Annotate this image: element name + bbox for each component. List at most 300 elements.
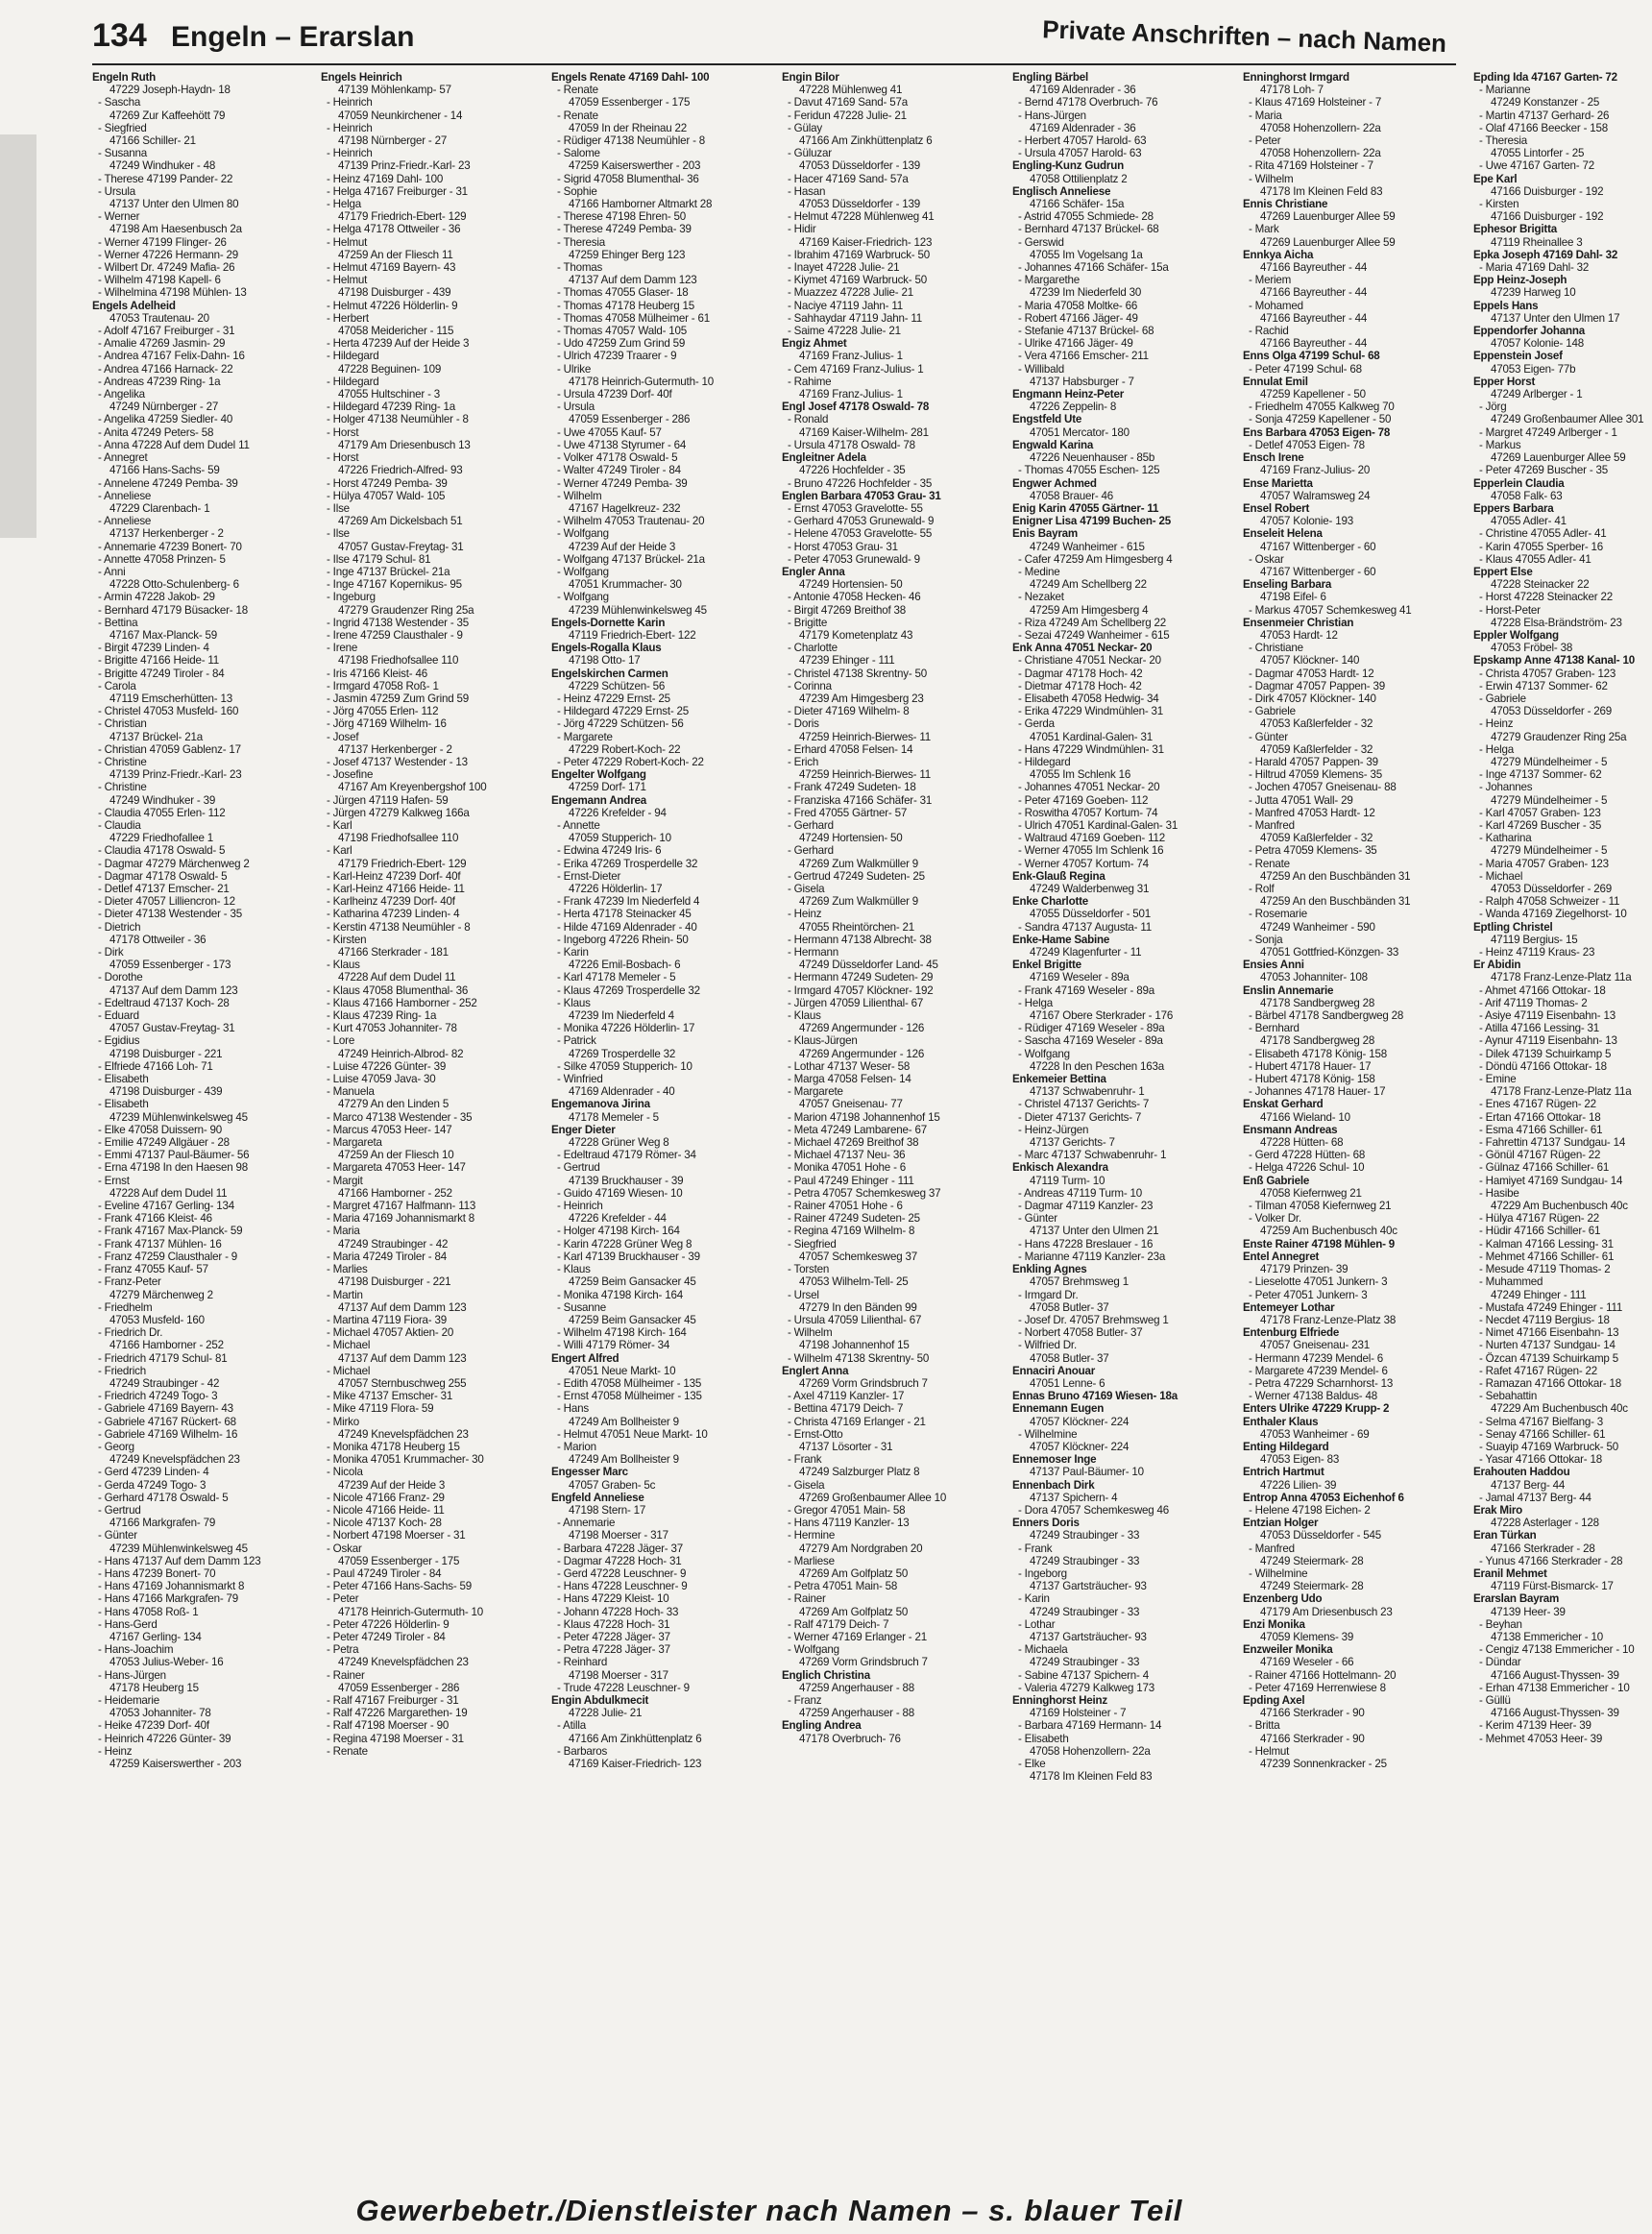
listing-entry: 47166 Hans-Sachs- 59 (109, 464, 220, 477)
listing-entry: - Egidius (98, 1034, 140, 1048)
listing-entry: - Hubert 47178 König- 158 (1249, 1073, 1375, 1086)
listing-entry: 47179 Am Driesenbusch 13 (338, 438, 471, 451)
listing-entry: - Özcan 47139 Schuirkamp 5 (1479, 1351, 1618, 1365)
page-edge-tab (0, 134, 36, 538)
listing-entry: - Hans-Jürgen (1018, 109, 1086, 122)
surname-entry: Ennulat Emil (1243, 375, 1308, 388)
listing-entry: - Heinrich (327, 96, 373, 109)
listing-entry: 47229 Clarenbach- 1 (109, 501, 210, 515)
listing-entry: - Aynur 47119 Eisenbahn- 13 (1479, 1034, 1617, 1048)
listing-entry: 47166 Schiller- 21 (109, 134, 196, 148)
listing-entry: 47139 Möhlenkamp- 57 (338, 84, 451, 97)
surname-entry: Engling Andrea (782, 1719, 862, 1733)
listing-entry: - Ursula (98, 184, 135, 198)
listing-entry: 47058 Hohenzollern- 22a (1030, 1744, 1151, 1758)
surname-entry: Enninghorst Heinz (1012, 1694, 1108, 1707)
listing-entry: 47228 Auf dem Dudel 11 (338, 971, 456, 984)
listing-entry: - Horst (327, 425, 359, 439)
listing-entry: - Jörg 47169 Wilhelm- 16 (327, 717, 447, 731)
listing-entry: 47279 An den Linden 5 (338, 1098, 449, 1111)
listing-entry: 47249 Straubinger - 33 (1030, 1656, 1140, 1669)
listing-entry: 47137 Brückel- 21a (109, 730, 203, 743)
listing-entry: - Hasibe (1479, 1186, 1519, 1200)
page-number: 134 (92, 17, 147, 54)
listing-entry: - Hasan (788, 184, 826, 198)
listing-entry: - Nurten 47137 Sundgau- 14 (1479, 1339, 1616, 1352)
listing-entry: - Erika 47229 Windmühlen- 31 (1018, 705, 1163, 718)
listing-entry: - Hildegard (327, 350, 379, 363)
listing-entry: - Heinrich (327, 147, 373, 160)
listing-entry: 47249 Hortensien- 50 (799, 578, 903, 592)
listing-entry: - Susanne (557, 1300, 607, 1314)
listing-entry: - Meta 47249 Lambarene- 67 (788, 1123, 927, 1136)
listing-entry: 47059 Essenberger - 173 (109, 959, 231, 972)
listing-entry: 47259 An den Buschbänden 31 (1260, 869, 1411, 883)
listing-entry: - Karin (557, 946, 589, 959)
listing-entry: - Gerda (1018, 717, 1055, 731)
listing-entry: - Hacer 47169 Sand- 57a (788, 172, 909, 185)
listing-entry: - Margit (327, 1174, 363, 1187)
listing-entry: - Hildegard 47239 Ring- 1a (327, 401, 456, 414)
listing-entry: - Brigitte 47249 Tiroler - 84 (98, 667, 225, 680)
listing-entry: 47279 In den Bänden 99 (799, 1300, 917, 1314)
listing-entry: - Franz 47055 Kauf- 57 (98, 1263, 208, 1276)
listing-entry: - Peter 47249 Tiroler - 84 (327, 1630, 446, 1643)
listing-entry: - Sonja 47259 Kapellener - 50 (1249, 413, 1392, 426)
listing-entry: - Sandra 47137 Augusta- 11 (1018, 920, 1152, 934)
listing-entry: - Tilman 47058 Kiefernweg 21 (1249, 1200, 1392, 1213)
listing-entry: 47166 Bayreuther - 44 (1260, 311, 1368, 325)
listing-entry: 47228 Otto-Schulenberg- 6 (109, 578, 239, 592)
listing-entry: 47249 Am Schellberg 22 (1030, 578, 1147, 592)
listing-entry: - Helga (1018, 996, 1053, 1009)
listing-entry: 47226 Krefelder - 44 (569, 1212, 667, 1226)
listing-entry: 47055 Adler- 41 (1491, 515, 1567, 528)
listing-entry: 47051 Gottfried-Könzgen- 33 (1260, 946, 1399, 959)
listing-entry: - Ernst (98, 1174, 130, 1187)
listing-entry: - Helmut (1249, 1744, 1290, 1758)
listing-entry: - Werner 47055 Im Schlenk 16 (1018, 844, 1164, 858)
listing-entry: 47053 Trautenau- 20 (109, 311, 209, 325)
listing-entry: 47137 Schwabenruhr- 1 (1030, 1085, 1145, 1099)
listing-entry: 47239 Auf der Heide 3 (569, 540, 676, 553)
listing-entry: - Lothar (1018, 1617, 1056, 1631)
listing-entry: - Karin 47055 Sperber- 16 (1479, 540, 1604, 553)
listing-entry: 47249 Salzburger Platz 8 (799, 1466, 920, 1479)
listing-entry: - Annemarie 47239 Bonert- 70 (98, 540, 242, 553)
directory-column-2 (321, 71, 499, 2194)
listing-entry: - Renate (557, 109, 598, 122)
listing-entry: - Dieter 47137 Gerichts- 7 (1018, 1110, 1142, 1124)
listing-entry: - Wolfgang (557, 565, 609, 578)
listing-entry: - Heinz 47229 Ernst- 25 (557, 692, 670, 705)
listing-entry: 47166 Am Zinkhüttenplatz 6 (799, 134, 933, 148)
listing-entry: - Norbert 47198 Moerser - 31 (327, 1529, 466, 1542)
listing-entry: - Annette (557, 818, 600, 832)
listing-entry: 47053 Düsseldorfer - 269 (1491, 883, 1613, 895)
listing-entry: - Ralf 47179 Deich- 7 (788, 1617, 889, 1631)
surname-entry: Eppels Hans (1473, 299, 1539, 312)
listing-entry: 47057 Klöckner- 224 (1030, 1415, 1130, 1428)
surname-entry: Enkemeier Bettina (1012, 1073, 1106, 1086)
listing-entry: 47137 Lösorter - 31 (799, 1440, 893, 1453)
listing-entry: - Maria 47169 Dahl- 32 (1479, 261, 1590, 275)
listing-entry: - Willibald (1018, 362, 1065, 376)
surname-entry: Engemann Andrea (551, 793, 646, 807)
listing-entry: - Luise 47059 Java- 30 (327, 1073, 436, 1086)
listing-entry: - Esma 47166 Schiller- 61 (1479, 1123, 1603, 1136)
listing-entry: 47269 Zum Walkmüller 9 (799, 895, 919, 909)
listing-entry: - Hans (557, 1402, 589, 1416)
listing-entry: - Günter (1018, 1212, 1057, 1226)
listing-entry: - Birgit 47239 Linden- 4 (98, 642, 209, 655)
listing-entry: - Ursel (788, 1288, 819, 1301)
listing-entry: - Naciye 47119 Jahn- 11 (788, 299, 903, 312)
listing-entry: 47228 Grüner Weg 8 (569, 1136, 669, 1150)
listing-entry: - Ursula 47178 Oswald- 78 (788, 438, 915, 451)
listing-entry: - Karl 47178 Memeler - 5 (557, 971, 676, 984)
listing-entry: - Klaus (327, 959, 360, 972)
listing-entry: 47249 Klagenfurter - 11 (1030, 946, 1142, 959)
listing-entry: 47178 Sandbergweg 28 (1260, 996, 1375, 1009)
listing-entry: 47139 Heer- 39 (1491, 1605, 1566, 1618)
listing-entry: - Roswitha 47057 Kortum- 74 (1018, 806, 1158, 819)
listing-entry: - Willi 47179 Römer- 34 (557, 1339, 670, 1352)
surname-entry: Englert Anna (782, 1364, 849, 1377)
surname-entry: Engin Abdulkmecit (551, 1694, 649, 1707)
listing-entry: - Christel 47137 Gerichts- 7 (1018, 1098, 1150, 1111)
listing-entry: 47178 Memeler - 5 (569, 1110, 659, 1124)
listing-entry: 47057 Gneisenau- 77 (799, 1098, 903, 1111)
listing-entry: - Susanna (98, 147, 148, 160)
listing-entry: - Sascha 47169 Weseler - 89a (1018, 1034, 1163, 1048)
listing-entry: 47249 Straubinger - 33 (1030, 1529, 1140, 1542)
listing-entry: - Elisabeth (98, 1098, 149, 1111)
listing-entry: 47179 Kometenplatz 43 (799, 628, 913, 642)
listing-entry: 47198 Duisburger - 221 (338, 1275, 451, 1289)
listing-entry: 47178 Ottweiler - 36 (109, 933, 206, 946)
listing-entry: - Gerd 47228 Hütten- 68 (1249, 1149, 1366, 1162)
listing-entry: 47259 An der Fliesch 10 (338, 1149, 454, 1162)
listing-entry: - Elke 47058 Duissern- 90 (98, 1123, 223, 1136)
listing-entry: - Rainer (327, 1668, 365, 1682)
listing-entry: - Klaus (557, 996, 591, 1009)
surname-entry: Engert Alfred (551, 1351, 620, 1365)
surname-entry: Enk Anna 47051 Neckar- 20 (1012, 642, 1153, 655)
surname-entry: Entel Annegret (1243, 1250, 1320, 1263)
directory-columns (92, 71, 1644, 2194)
listing-entry: - Frank 47249 Sudeten- 18 (788, 781, 916, 794)
listing-entry: - Marc 47137 Schwabenruhr- 1 (1018, 1149, 1167, 1162)
listing-entry: 47166 Sterkrader - 181 (338, 946, 449, 959)
surname-entry: Engels Heinrich (321, 71, 402, 84)
listing-entry: 47279 Mündelheimer - 5 (1491, 755, 1608, 768)
listing-entry: 47226 Lilien- 39 (1260, 1478, 1337, 1492)
listing-entry: 47198 Stern- 17 (569, 1503, 646, 1517)
surname-entry: Erarslan Bayram (1473, 1592, 1560, 1606)
listing-entry: - Franz (788, 1694, 822, 1707)
listing-entry: - Martin 47137 Gerhard- 26 (1479, 109, 1610, 122)
listing-entry: - Heinz 47169 Dahl- 100 (327, 172, 444, 185)
listing-entry: - Günter (98, 1529, 137, 1542)
listing-entry: - Dagmar 47178 Hoch- 42 (1018, 667, 1143, 680)
surname-entry: Enns Olga 47199 Schul- 68 (1243, 350, 1380, 363)
surname-entry: Engels-Rogalla Klaus (551, 642, 662, 655)
listing-entry: - Manfred (1249, 818, 1295, 832)
surname-entry: Enigner Lisa 47199 Buchen- 25 (1012, 515, 1171, 528)
listing-entry: 47167 Obere Sterkrader - 176 (1030, 1009, 1174, 1023)
listing-entry: - Feridun 47228 Julie- 21 (788, 109, 907, 122)
surname-entry: Eppert Else (1473, 565, 1533, 578)
listing-entry: - Gabriele (1249, 705, 1296, 718)
listing-entry: 47198 Moerser - 317 (569, 1668, 668, 1682)
surname-entry: Enß Gabriele (1243, 1174, 1310, 1187)
listing-entry: 47169 Kaiser-Friedrich- 123 (799, 235, 933, 249)
listing-entry: 47279 Märchenweg 2 (109, 1288, 213, 1301)
listing-entry: 47249 Am Bollheister 9 (569, 1453, 679, 1467)
listing-entry: 47269 Angermunder - 126 (799, 1047, 925, 1060)
listing-entry: 47058 Butler- 37 (1030, 1300, 1109, 1314)
surname-entry: Engfeld Anneliese (551, 1491, 644, 1504)
surname-entry: Epskamp Anne 47138 Kanal- 10 (1473, 654, 1635, 668)
surname-entry: Eran Türkan (1473, 1529, 1537, 1542)
listing-entry: 47269 Zur Kaffeehött 79 (109, 109, 226, 122)
listing-entry: 47228 In den Peschen 163a (1030, 1059, 1165, 1073)
listing-entry: 47239 Auf der Heide 3 (338, 1478, 446, 1492)
listing-entry: - Christa 47169 Erlanger - 21 (788, 1415, 926, 1428)
listing-entry: 47055 Im Vogelsang 1a (1030, 248, 1143, 261)
listing-entry: 47178 Franz-Lenze-Platz 38 (1260, 1313, 1397, 1326)
listing-entry: - Karl (327, 844, 352, 858)
listing-entry: 47053 Düsseldorfer - 139 (799, 159, 921, 173)
listing-entry: - Anni (98, 565, 126, 578)
listing-entry: - Erhard 47058 Felsen- 14 (788, 742, 913, 756)
listing-entry: 47137 Auf dem Damm 123 (338, 1351, 467, 1365)
listing-entry: - Kiymet 47169 Warbruck- 50 (788, 274, 927, 287)
surname-entry: Engler Anna (782, 565, 845, 578)
listing-entry: - Inge 47167 Kopernikus- 95 (327, 578, 462, 592)
directory-column-5 (1012, 71, 1191, 2194)
listing-entry: - Muazzez 47228 Julie- 21 (788, 286, 913, 300)
listing-entry: - Annelene 47249 Pemba- 39 (98, 476, 238, 490)
listing-entry: - Inge 47137 Sommer- 62 (1479, 768, 1602, 782)
surname-entry: Enting Hildegard (1243, 1440, 1329, 1453)
listing-entry: 47137 Auf dem Damm 123 (338, 1300, 467, 1314)
surname-entry: Engling-Kunz Gudrun (1012, 159, 1124, 173)
listing-entry: - Senay 47166 Schiller- 61 (1479, 1427, 1606, 1441)
listing-entry: - Hildegard (1018, 755, 1071, 768)
surname-entry: Enseling Barbara (1243, 578, 1332, 592)
listing-entry: - Edwina 47249 Iris- 6 (557, 844, 662, 858)
listing-entry: - Peter 47166 Hans-Sachs- 59 (327, 1580, 473, 1593)
listing-entry: 47279 Mündelheimer - 5 (1491, 793, 1608, 807)
listing-entry: - Josef 47137 Westender - 13 (327, 755, 468, 768)
listing-entry: - Nezaket (1018, 591, 1064, 604)
listing-entry: 47249 Ehinger - 111 (1491, 1288, 1587, 1301)
listing-entry: - Riza 47249 Am Schellberg 22 (1018, 616, 1167, 629)
listing-entry: - Elisabeth 47058 Hedwig- 34 (1018, 692, 1159, 705)
listing-entry: - Marco 47138 Westender - 35 (327, 1110, 473, 1124)
listing-entry: 47178 Im Kleinen Feld 83 (1030, 1770, 1153, 1784)
surname-entry: Enninghorst Irmgard (1243, 71, 1349, 84)
listing-entry: - Hans 47229 Windmühlen- 31 (1018, 742, 1164, 756)
listing-entry: - Gabriele 47169 Bayern- 43 (98, 1402, 233, 1416)
listing-entry: - Uwe 47167 Garten- 72 (1479, 159, 1594, 173)
listing-entry: - Carola (98, 679, 136, 692)
listing-entry: - Therese 47198 Ehren- 50 (557, 210, 687, 224)
listing-entry: 47249 Heinrich-Albrod- 82 (338, 1047, 464, 1060)
listing-entry: - Renate (557, 84, 598, 97)
listing-entry: - Annegret (98, 451, 148, 465)
listing-entry: 47249 Knevelspfädchen 23 (109, 1453, 240, 1467)
footer-note: Gewerbebetr./Dienstleister nach Namen – s. blauer Teil (355, 2194, 1183, 2227)
listing-entry: - Petra (327, 1643, 359, 1657)
listing-entry: - Ralf 47226 Margarethen- 19 (327, 1707, 468, 1720)
surname-entry: Enke Charlotte (1012, 895, 1089, 909)
listing-entry: - Angelika 47259 Siedler- 40 (98, 413, 233, 426)
listing-entry: - Marion 47198 Johannenhof 15 (788, 1110, 940, 1124)
listing-entry: 47137 Unter den Ulmen 17 (1491, 311, 1620, 325)
listing-entry: 47249 Knevelspfädchen 23 (338, 1656, 469, 1669)
listing-entry: - Ilse 47179 Schul- 81 (327, 552, 431, 566)
listing-entry: - Anneliese (98, 515, 152, 528)
surname-entry: Erahouten Haddou (1473, 1466, 1570, 1479)
listing-entry: 47166 Sterkrader - 28 (1491, 1542, 1595, 1555)
listing-entry: - Barbara 47228 Jäger- 37 (557, 1542, 683, 1555)
listing-entry: - Ernst-Otto (788, 1427, 843, 1441)
surname-entry: Enkling Agnes (1012, 1263, 1087, 1276)
listing-entry: 47249 Konstanzer - 25 (1491, 96, 1600, 109)
listing-entry: 47053 Kaßlerfelder - 32 (1260, 717, 1373, 731)
listing-entry: - Brigitte 47166 Heide- 11 (98, 654, 220, 668)
listing-entry: - Georg (98, 1440, 134, 1453)
listing-entry: - Rachid (1249, 325, 1289, 338)
listing-entry: 47055 Lintorfer - 25 (1491, 147, 1585, 160)
listing-entry: 47228 Steinacker 22 (1491, 578, 1590, 592)
listing-entry: 47259 Angerhauser - 88 (799, 1707, 915, 1720)
listing-entry: - Vera 47166 Emscher- 211 (1018, 350, 1149, 363)
listing-entry: 47055 Hultschiner - 3 (338, 388, 441, 401)
directory-column-3 (551, 71, 730, 2194)
listing-entry: - Irmgard Dr. (1018, 1288, 1079, 1301)
listing-entry: 47198 Johannenhof 15 (799, 1339, 910, 1352)
listing-entry: 47198 Duisburger - 221 (109, 1047, 223, 1060)
listing-entry: - Heidemarie (98, 1694, 159, 1707)
listing-entry: - Frank 47137 Mühlen- 16 (98, 1237, 222, 1251)
listing-entry: 47249 Am Bollheister 9 (569, 1415, 679, 1428)
listing-entry: 47198 Friedhofsallee 110 (338, 654, 459, 668)
listing-entry: - Wolfgang (557, 527, 609, 541)
listing-entry: - Fahrettin 47137 Sundgau- 14 (1479, 1136, 1626, 1150)
listing-entry: - Mehmet 47166 Schiller- 61 (1479, 1250, 1615, 1263)
listing-entry: 47051 Lenne- 6 (1030, 1376, 1105, 1390)
listing-entry: - Ernst 47053 Gravelotte- 55 (788, 501, 923, 515)
listing-entry: 47051 Neue Markt- 10 (569, 1364, 676, 1377)
listing-entry: - Gerhard (788, 818, 834, 832)
listing-entry: 47249 Nürnberger - 27 (109, 401, 219, 414)
listing-entry: - Michael 47269 Breithof 38 (788, 1136, 919, 1150)
listing-entry: - Gisela (788, 883, 825, 895)
listing-entry: - Dagmar 47057 Pappen- 39 (1249, 679, 1385, 692)
listing-entry: - Frank 47239 Im Niederfeld 4 (557, 895, 700, 909)
listing-entry: 47166 August-Thyssen- 39 (1491, 1707, 1619, 1720)
listing-entry: - Yunus 47166 Sterkrader - 28 (1479, 1554, 1623, 1567)
surname-entry: Er Abidin (1473, 959, 1521, 972)
listing-entry: - Hubert 47178 Hauer- 17 (1249, 1059, 1372, 1073)
listing-entry: 47228 Mühlenweg 41 (799, 84, 903, 97)
listing-entry: - Friedhelm (98, 1300, 153, 1314)
listing-entry: - Güllü (1479, 1694, 1511, 1707)
listing-entry: - Anita 47249 Peters- 58 (98, 425, 214, 439)
listing-entry: 47179 Friedrich-Ebert- 129 (338, 210, 467, 224)
listing-entry: - Wilhelmine (1249, 1566, 1308, 1580)
listing-entry: - Dagmar 47178 Oswald- 5 (98, 869, 228, 883)
listing-entry: - Oskar (327, 1542, 362, 1555)
listing-entry: - Gerda 47249 Togo- 3 (98, 1478, 206, 1492)
listing-entry: - Jürgen 47059 Lilienthal- 67 (788, 996, 924, 1009)
directory-column-7 (1473, 71, 1652, 2194)
listing-entry: - Peter 47226 Hölderlin- 9 (327, 1617, 449, 1631)
listing-entry: 47269 Zum Walkmüller 9 (799, 857, 919, 870)
listing-entry: - Gerhard 47053 Grunewald- 9 (788, 515, 935, 528)
listing-entry: - Eveline 47167 Gerling- 134 (98, 1200, 234, 1213)
listing-entry: 47269 Am Golfplatz 50 (799, 1566, 909, 1580)
surname-entry: Ennemann Eugen (1012, 1402, 1105, 1416)
listing-entry: - Christine 47055 Adler- 41 (1479, 527, 1607, 541)
listing-entry: - Dirk (98, 946, 124, 959)
listing-entry: - Dieter 47138 Westender - 35 (98, 908, 242, 921)
listing-entry: - Hermann 47138 Albrecht- 38 (788, 933, 932, 946)
listing-entry: 47229 Am Buchenbusch 40c (1491, 1402, 1628, 1416)
listing-entry: - Jürgen 47119 Hafen- 59 (327, 793, 449, 807)
listing-entry: - Michaela (1018, 1643, 1068, 1657)
listing-entry: - Helene 47198 Eichen- 2 (1249, 1503, 1371, 1517)
listing-entry: - Wanda 47169 Ziegelhorst- 10 (1479, 908, 1627, 921)
listing-entry: - Atilla 47166 Lessing- 31 (1479, 1022, 1599, 1035)
listing-entry: 47226 Emil-Bosbach- 6 (569, 959, 681, 972)
listing-entry: - Rainer (788, 1592, 826, 1606)
listing-entry: 47166 Bayreuther - 44 (1260, 337, 1368, 351)
listing-entry: - Annemarie (557, 1517, 616, 1530)
listing-entry: 47059 Neunkirchener - 14 (338, 109, 463, 122)
listing-entry: - Christa 47057 Graben- 123 (1479, 667, 1616, 680)
listing-entry: - Michael (1479, 869, 1523, 883)
listing-entry: 47166 Hamborner Altmarkt 28 (569, 198, 713, 211)
listing-entry: - Andrea 47166 Harnack- 22 (98, 362, 233, 376)
listing-entry: - Wilhelm (1249, 172, 1294, 185)
listing-entry: - Irmgard 47057 Klöckner- 192 (788, 983, 934, 997)
surname-entry: Engesser Marc (551, 1466, 628, 1479)
listing-entry: 47139 Prinz-Friedr.-Karl- 23 (338, 159, 471, 173)
surname-entry: Enke-Hame Sabine (1012, 933, 1110, 946)
listing-entry: - Volker Dr. (1249, 1212, 1301, 1226)
listing-entry: - Kerim 47139 Heer- 39 (1479, 1719, 1591, 1733)
listing-entry: 47228 Hütten- 68 (1260, 1136, 1344, 1150)
listing-entry: - Gerhard 47178 Oswald- 5 (98, 1491, 229, 1504)
listing-entry: - Erich (788, 755, 819, 768)
listing-entry: - Edeltraud 47179 Römer- 34 (557, 1149, 696, 1162)
listing-entry: 47259 An der Fliesch 11 (338, 248, 453, 261)
listing-entry: 47058 Meidericher - 115 (338, 325, 454, 338)
listing-entry: - Saime 47228 Julie- 21 (788, 325, 901, 338)
surname-entry: Engmann Heinz-Peter (1012, 388, 1125, 401)
surname-entry: Enzi Monika (1243, 1617, 1305, 1631)
surname-entry: Ensel Robert (1243, 501, 1310, 515)
listing-entry: - Britta (1249, 1719, 1280, 1733)
listing-entry: 47167 Max-Planck- 59 (109, 628, 217, 642)
listing-entry: 47057 Gneisenau- 231 (1260, 1339, 1370, 1352)
listing-entry: - Maria 47058 Moltke- 66 (1018, 299, 1138, 312)
